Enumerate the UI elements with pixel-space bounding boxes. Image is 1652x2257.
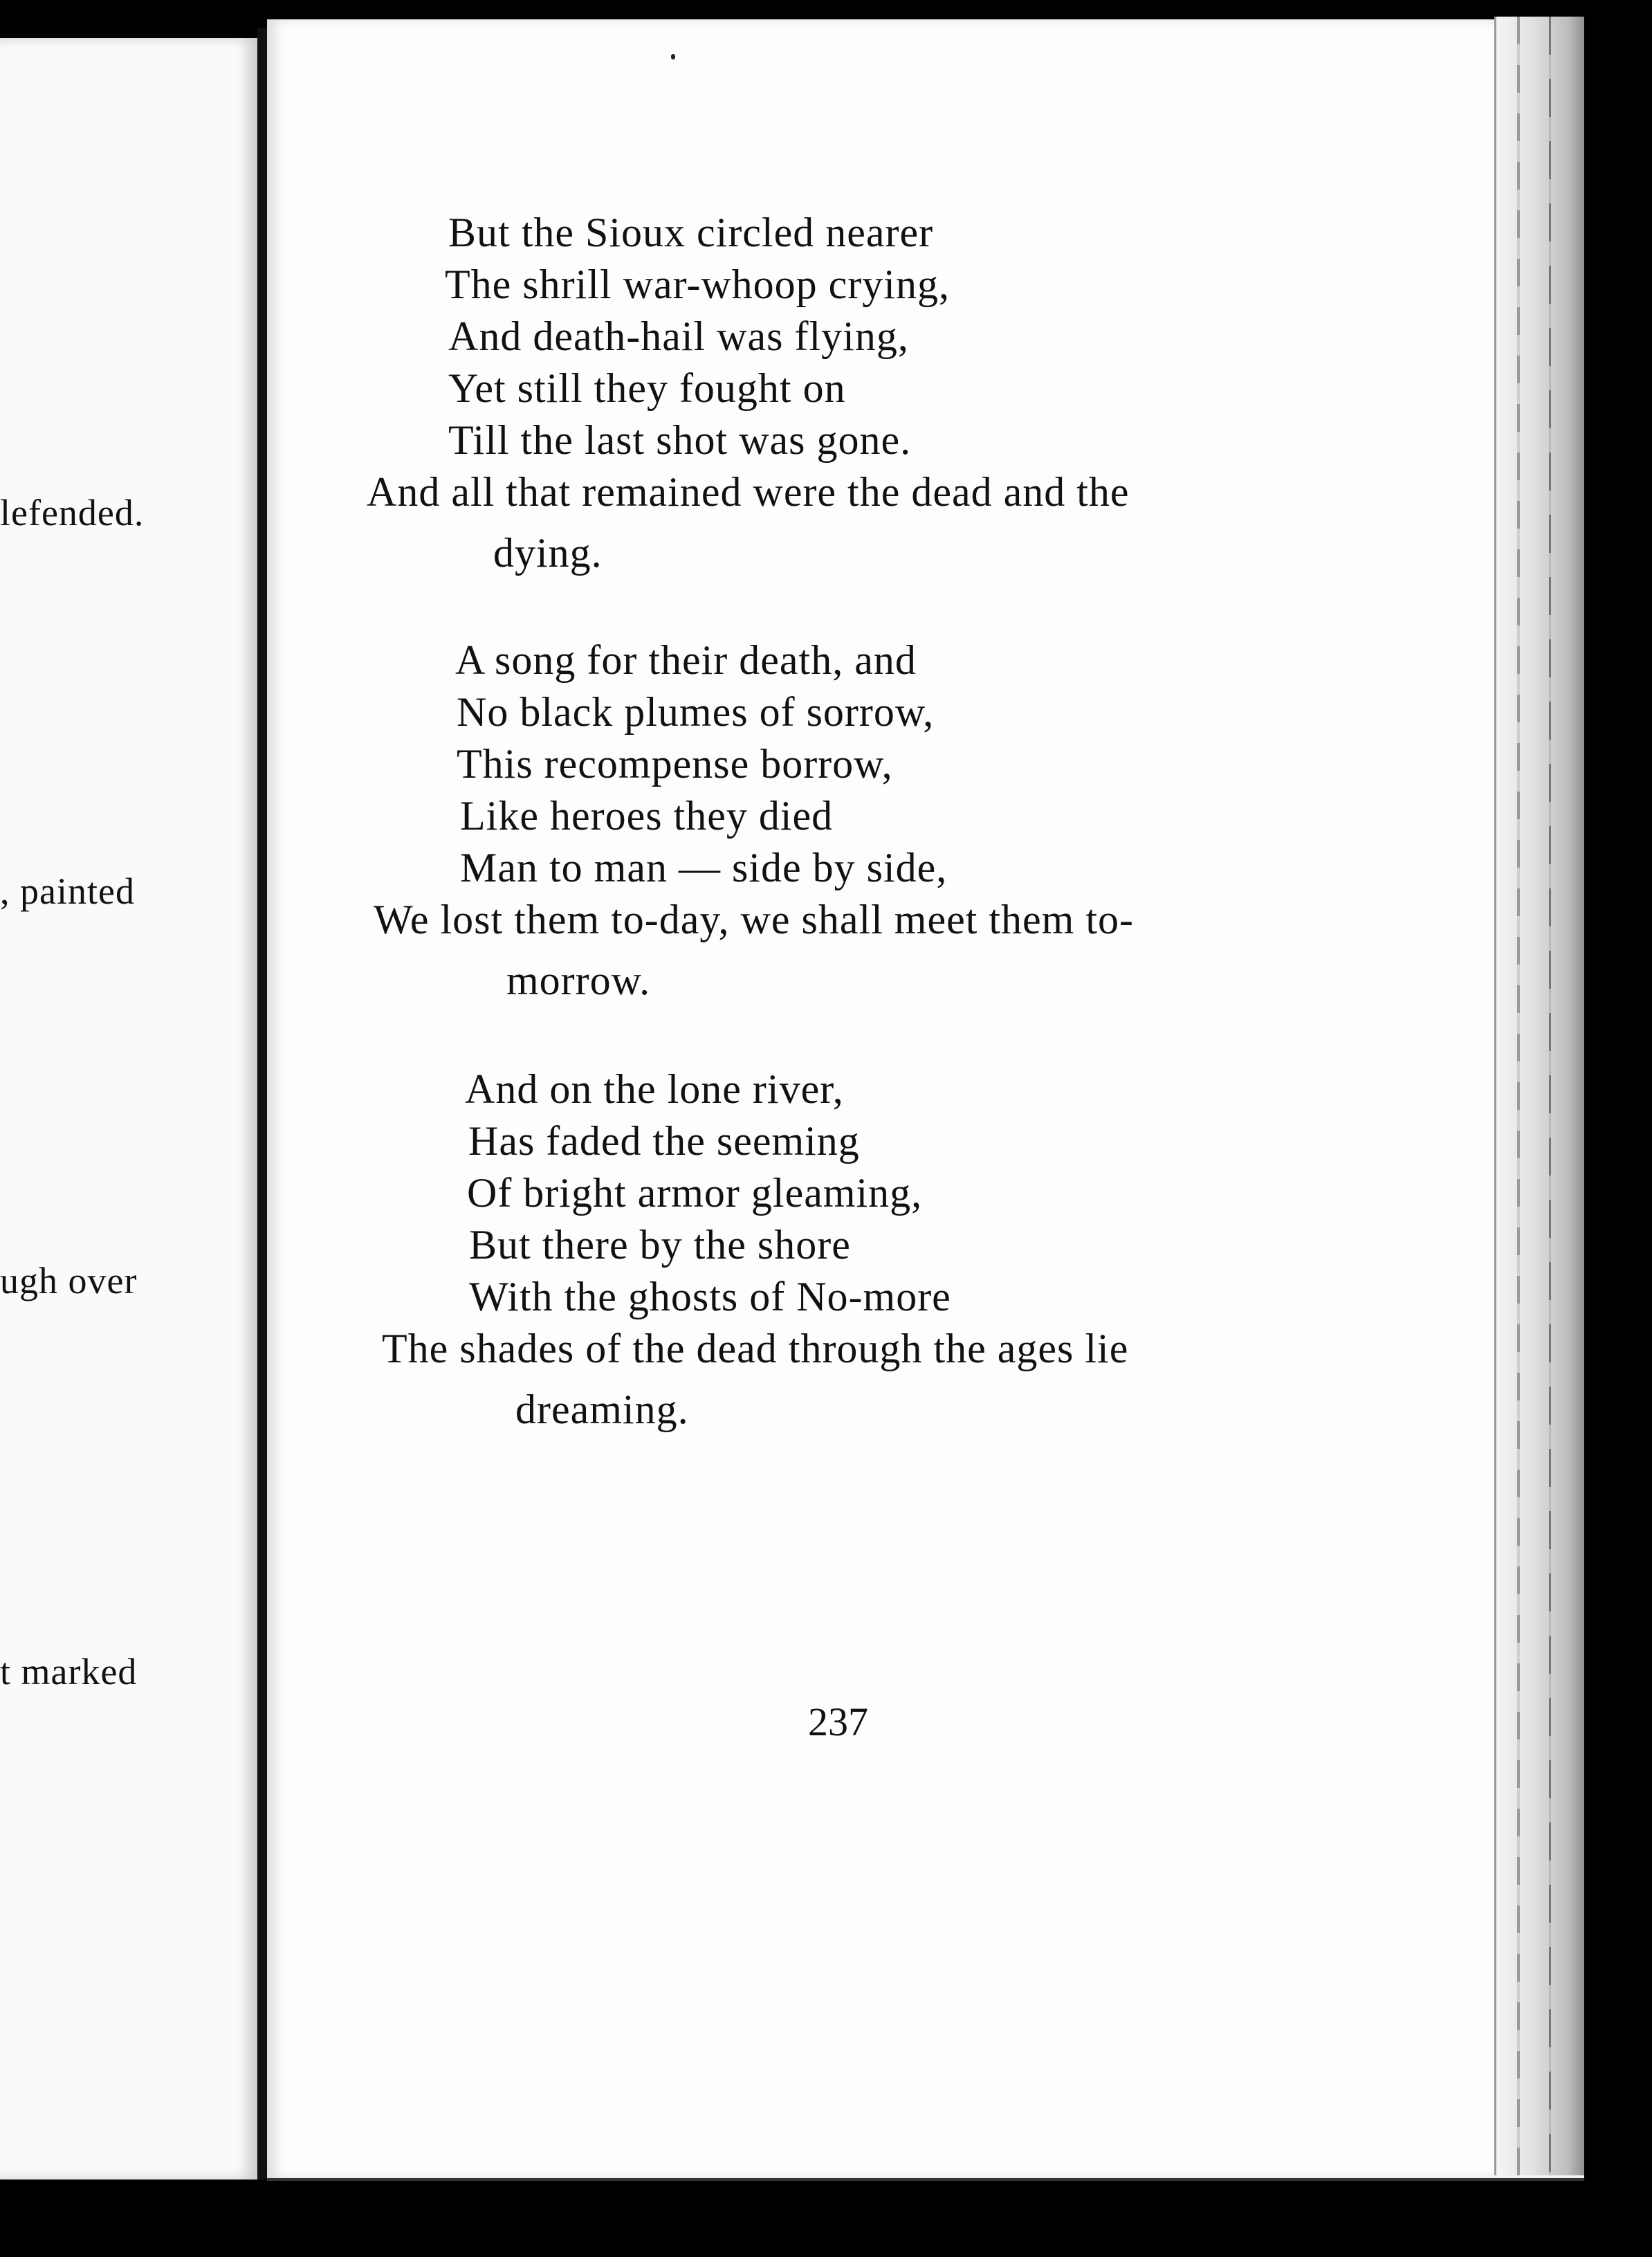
poem-line: Yet still they fought on	[448, 365, 846, 411]
poem-line: But the Sioux circled nearer	[448, 210, 934, 255]
ink-mark	[671, 54, 675, 60]
poem-line: But there by the shore	[469, 1222, 851, 1268]
poem-continuation: morrow.	[506, 958, 651, 1003]
page-number: 237	[808, 1699, 868, 1744]
poem-line: No black plumes of sorrow,	[457, 689, 935, 735]
poem-line: This recompense borrow,	[457, 741, 893, 787]
poem-line: With the ghosts of No-more	[469, 1274, 951, 1319]
poem-line: Like heroes they died	[460, 793, 834, 839]
poem-long-line: We lost them to-day, we shall meet them to-	[374, 897, 1135, 942]
poem-long-line: The shades of the dead through the ages lie	[382, 1326, 1129, 1371]
poem-continuation: dying.	[493, 530, 603, 576]
left-page-fragment: t marked	[0, 1651, 138, 1692]
poem-line: And on the lone river,	[465, 1066, 844, 1112]
poem-line: Man to man — side by side,	[460, 845, 948, 890]
poem-continuation: dreaming.	[515, 1387, 689, 1432]
poem-line: Of bright armor gleaming,	[467, 1170, 923, 1216]
left-page-fragment: , painted	[0, 870, 135, 912]
poem-line: Till the last shot was gone.	[448, 417, 912, 463]
left-page	[0, 38, 259, 2180]
left-page-fragment: lefended.	[0, 492, 145, 533]
poem-long-line: And all that remained were the dead and the	[367, 469, 1130, 515]
page-edge	[1494, 17, 1586, 2175]
poem-line: Has faded the seeming	[468, 1118, 860, 1164]
poem-line: The shrill war-whoop crying,	[445, 262, 950, 307]
book-gutter	[257, 28, 267, 2180]
poem-line: A song for their death, and	[455, 637, 917, 683]
scan-border	[1584, 0, 1652, 2257]
left-page-fragment: ugh over	[0, 1260, 138, 1301]
poem-line: And death-hail was flying,	[448, 313, 909, 359]
